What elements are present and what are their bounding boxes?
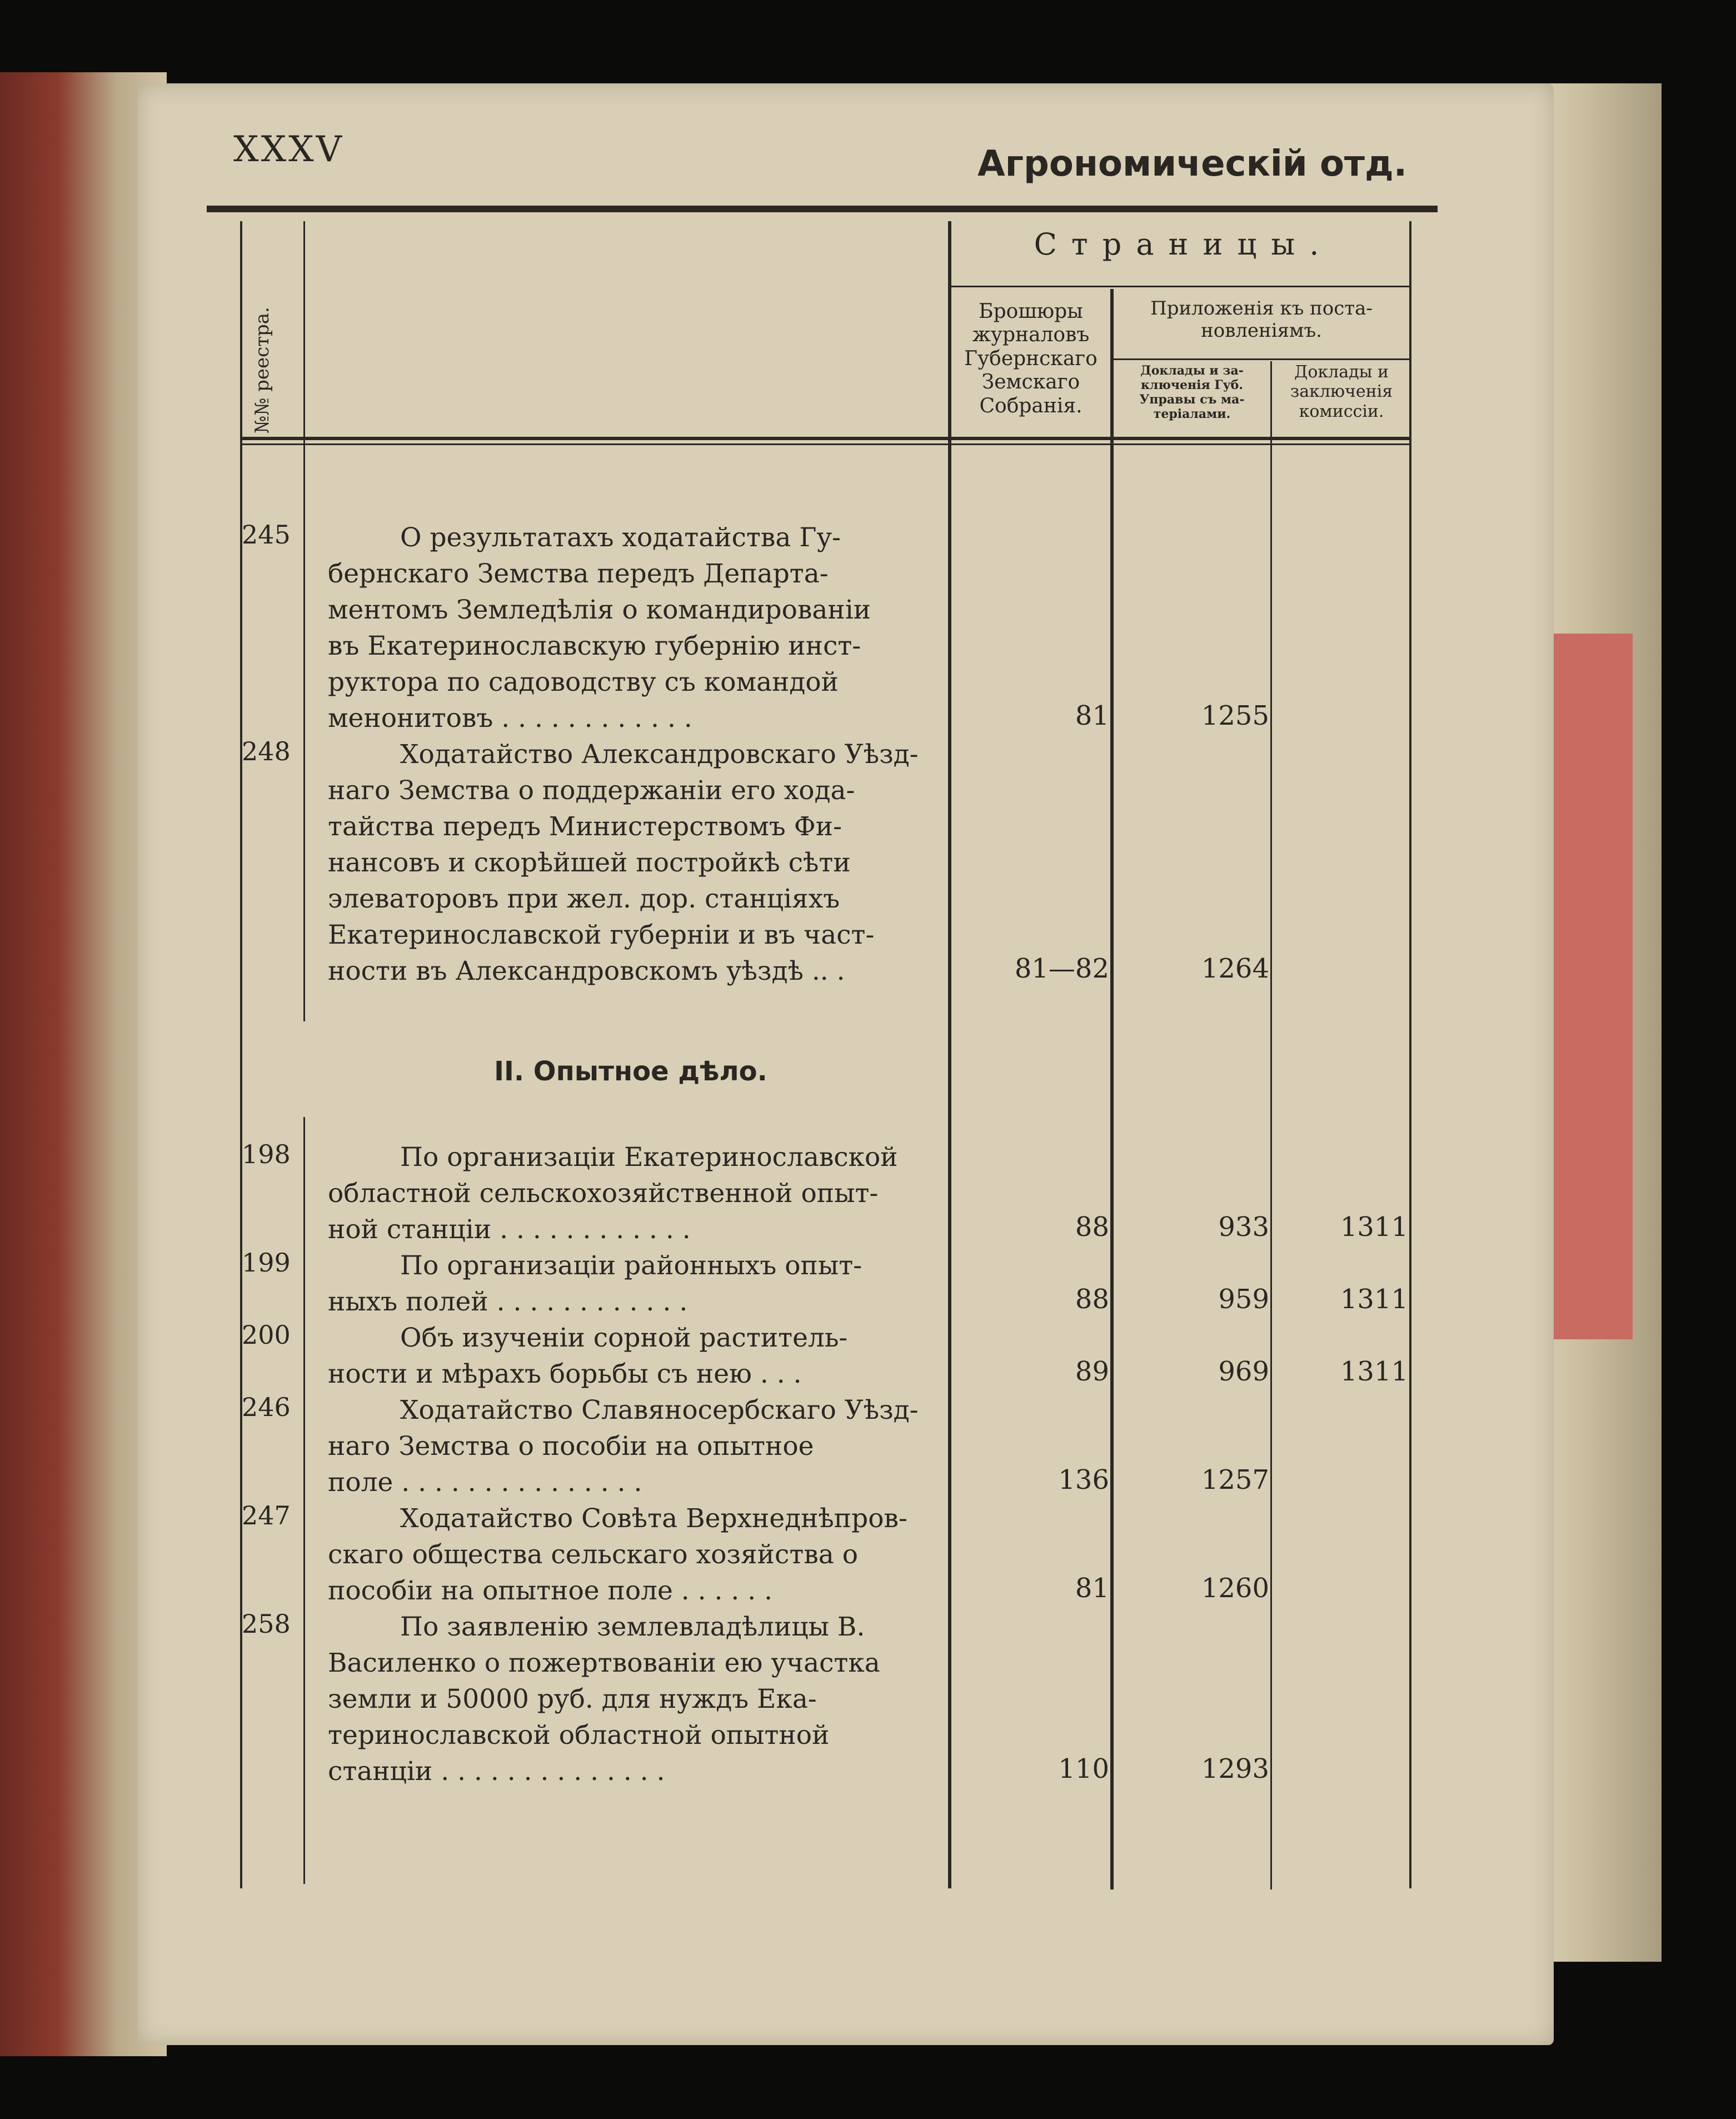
board-page: 1257: [1201, 1464, 1269, 1495]
pages-heading: Страницы.: [1034, 227, 1334, 262]
col-rule-board: [1270, 361, 1272, 1889]
entry-line: ной станціи . . . . . . . . . . . .: [328, 1214, 691, 1245]
col-rule-text: [948, 221, 951, 1888]
registry-heading: №№ реестра.: [251, 307, 273, 433]
registry-number: 199: [242, 1248, 291, 1278]
brochure-page: 81—82: [1014, 953, 1109, 984]
entry-line: тайства передъ Министерствомъ Фи-: [328, 811, 842, 842]
entry-line: руктора по садоводству съ командой: [328, 667, 839, 697]
board-page: 969: [1218, 1356, 1269, 1387]
entry-line: Екатеринославской губерніи и въ част-: [328, 920, 875, 950]
registry-number: 248: [242, 736, 291, 766]
entry-line: По организаціи районныхъ опыт-: [400, 1250, 862, 1281]
entry-text: [328, 1392, 934, 1500]
entry-line: Ходатайство Совѣта Верхнеднѣпров-: [400, 1503, 907, 1534]
header-rule-appendices: [1114, 358, 1409, 360]
header-bottom-rule-2: [240, 443, 1411, 445]
section-title: II. Опытное дѣло.: [494, 1056, 767, 1087]
registry-number: 258: [242, 1609, 291, 1639]
entry-line: бернскаго Земства передъ Департа-: [328, 559, 829, 589]
entry-line: Ходатайство Александровскаго Уѣзд-: [400, 739, 919, 770]
entry-line: станціи . . . . . . . . . . . . . .: [328, 1756, 665, 1787]
entry-line: Объ изученіи сорной раститель-: [400, 1323, 848, 1353]
entry-line: элеваторовъ при жел. дор. станціяхъ: [328, 884, 840, 914]
entry-line: наго Земства о поддержаніи его хода-: [328, 775, 855, 806]
commission-page: 1311: [1340, 1284, 1408, 1315]
entry-line: ности и мѣрахъ борьбы съ нею . . .: [328, 1359, 802, 1389]
red-bookmark-tab: [1549, 634, 1633, 1339]
brochure-page: 81: [1075, 700, 1109, 731]
entry-line: теринославской областной опытной: [328, 1720, 830, 1751]
commission-reports-heading: Доклады и заключенія комиссіи.: [1290, 362, 1393, 421]
registry-number: 245: [242, 520, 291, 550]
entry-line: ментомъ Земледѣлія о командированіи: [328, 595, 871, 625]
board-reports-heading: Доклады и за- ключенія Губ. Управы съ ма- теріалами.: [1139, 363, 1245, 421]
brochure-page: 81: [1075, 1573, 1109, 1604]
entry-line: ныхъ полей . . . . . . . . . . . .: [328, 1287, 688, 1317]
board-page: 1264: [1201, 953, 1269, 984]
entry-text: [328, 1248, 934, 1320]
board-page: 933: [1218, 1211, 1269, 1243]
registry-number: 200: [242, 1320, 291, 1350]
appendices-heading: Приложенія къ поста- новленіямъ.: [1150, 297, 1373, 342]
entry-text: [328, 1320, 934, 1392]
board-page: 1255: [1201, 700, 1269, 731]
entry-line: По заявленію землевладѣлицы В.: [400, 1612, 865, 1642]
entry-line: ности въ Александровскомъ уѣздѣ .. .: [328, 956, 845, 986]
entry-text: [328, 1609, 934, 1789]
brochure-page: 88: [1075, 1211, 1109, 1243]
board-page: 959: [1218, 1284, 1269, 1315]
board-page: 1293: [1201, 1753, 1269, 1784]
commission-page: 1311: [1340, 1211, 1408, 1243]
brochure-page: 88: [1075, 1284, 1109, 1315]
page-number: XXXV: [233, 129, 344, 170]
entry-line: Василенко о пожертвованіи ею участка: [328, 1648, 880, 1678]
entry-text: [328, 736, 934, 989]
entry-line: нансовъ и скорѣйшей постройкѣ сѣти: [328, 847, 851, 878]
board-page: 1260: [1201, 1573, 1269, 1604]
entry-text: [328, 520, 934, 736]
entry-line: наго Земства о пособіи на опытное: [328, 1431, 814, 1462]
brochure-page: 89: [1075, 1356, 1109, 1387]
entry-line: О результатахъ ходатайства Гу-: [400, 522, 841, 553]
running-head: Агрономическій отд.: [977, 143, 1407, 185]
registry-number: 247: [242, 1500, 291, 1530]
col-rule-brochure: [1110, 289, 1114, 1889]
entry-line: Ходатайство Славяносербскаго Уѣзд-: [400, 1395, 919, 1425]
brochure-page: 110: [1058, 1753, 1109, 1784]
entry-line: пособіи на опытное поле . . . . . .: [328, 1575, 773, 1606]
col-rule-registry: [303, 221, 305, 1021]
entry-line: земли и 50000 руб. для нуждъ Ека-: [328, 1684, 817, 1714]
entry-line: По организаціи Екатеринославской: [400, 1142, 898, 1173]
entry-text: [328, 1500, 934, 1609]
entry-line: скаго общества сельскаго хозяйства о: [328, 1539, 859, 1570]
header-bottom-rule: [240, 437, 1411, 440]
entry-line: областной сельскохозяйственной опыт-: [328, 1178, 879, 1209]
commission-page: 1311: [1340, 1356, 1408, 1387]
registry-number: 246: [242, 1392, 291, 1422]
col-rule-right: [1409, 221, 1411, 1888]
registry-number: 198: [242, 1139, 291, 1169]
entry-line: поле . . . . . . . . . . . . . . .: [328, 1467, 642, 1498]
entry-line: въ Екатеринославскую губернію инст-: [328, 631, 861, 661]
brochures-heading: Брошюры журналовъ Губернскаго Земскаго Собранія.: [964, 300, 1098, 417]
header-rule: [207, 206, 1438, 212]
header-rule-pages: [951, 286, 1409, 287]
entry-line: менонитовъ . . . . . . . . . . . .: [328, 703, 692, 734]
brochure-page: 136: [1058, 1464, 1109, 1495]
entry-text: [328, 1139, 934, 1248]
